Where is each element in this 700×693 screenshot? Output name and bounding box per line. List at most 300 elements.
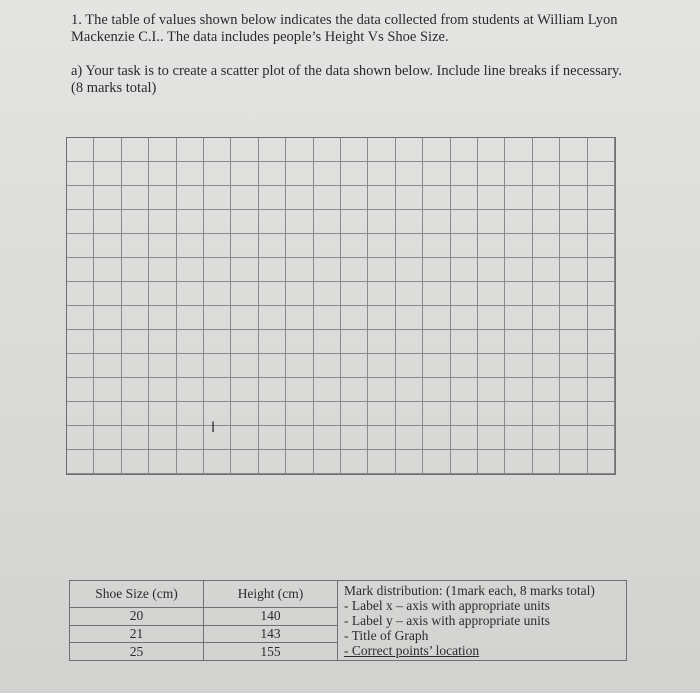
grid-cell[interactable] bbox=[505, 282, 532, 306]
grid-cell[interactable] bbox=[314, 162, 341, 186]
text-cursor-icon: I bbox=[211, 420, 216, 436]
grid-cell[interactable] bbox=[314, 330, 341, 354]
grid-cell[interactable] bbox=[314, 402, 341, 426]
grid-cell[interactable] bbox=[204, 162, 231, 186]
grid-cell[interactable] bbox=[478, 162, 505, 186]
grid-cell[interactable] bbox=[94, 354, 121, 378]
grid-cell[interactable] bbox=[177, 138, 204, 162]
grid-cell[interactable] bbox=[204, 186, 231, 210]
grid-cell[interactable] bbox=[259, 162, 286, 186]
grid-cell[interactable] bbox=[177, 426, 204, 450]
grid-cell[interactable] bbox=[396, 234, 423, 258]
grid-cell[interactable] bbox=[533, 162, 560, 186]
grid-cell[interactable] bbox=[177, 234, 204, 258]
grid-cell[interactable] bbox=[94, 210, 121, 234]
grid-cell[interactable] bbox=[560, 306, 587, 330]
grid-cell[interactable] bbox=[423, 186, 450, 210]
grid-cell[interactable] bbox=[396, 378, 423, 402]
grid-cell[interactable] bbox=[478, 426, 505, 450]
grid-cell[interactable] bbox=[149, 402, 176, 426]
grid-cell[interactable] bbox=[423, 234, 450, 258]
grid-cell[interactable] bbox=[259, 138, 286, 162]
grid-cell[interactable] bbox=[286, 162, 313, 186]
grid-cell[interactable] bbox=[588, 402, 615, 426]
grid-cell[interactable] bbox=[588, 426, 615, 450]
mark-item: - Label x – axis with appropriate units bbox=[344, 598, 550, 613]
grid-cell[interactable] bbox=[231, 306, 258, 330]
grid-cell[interactable] bbox=[396, 210, 423, 234]
grid-cell[interactable] bbox=[560, 450, 587, 474]
grid-cell[interactable] bbox=[560, 354, 587, 378]
grid-cell[interactable] bbox=[533, 330, 560, 354]
grid-cell[interactable] bbox=[314, 138, 341, 162]
grid-cell[interactable] bbox=[314, 426, 341, 450]
grid-cell[interactable] bbox=[368, 378, 395, 402]
grid-cell[interactable] bbox=[423, 450, 450, 474]
grid-cell[interactable] bbox=[451, 306, 478, 330]
grid-cell[interactable] bbox=[588, 258, 615, 282]
grid-cell[interactable] bbox=[149, 210, 176, 234]
grid-cell[interactable] bbox=[451, 138, 478, 162]
grid-cell[interactable] bbox=[368, 258, 395, 282]
grid-cell[interactable] bbox=[368, 282, 395, 306]
grid-cell[interactable] bbox=[533, 210, 560, 234]
grid-cell[interactable] bbox=[396, 186, 423, 210]
grid-cell[interactable] bbox=[67, 402, 94, 426]
grid-cell[interactable] bbox=[204, 138, 231, 162]
grid-cell[interactable] bbox=[204, 330, 231, 354]
grid-cell[interactable] bbox=[67, 450, 94, 474]
grid-cell[interactable] bbox=[560, 330, 587, 354]
grid-cell[interactable] bbox=[122, 402, 149, 426]
grid-cell[interactable] bbox=[451, 282, 478, 306]
grid-cell[interactable] bbox=[67, 234, 94, 258]
grid-cell[interactable] bbox=[588, 234, 615, 258]
grid-cell[interactable] bbox=[368, 450, 395, 474]
grid-cell[interactable] bbox=[122, 138, 149, 162]
grid-cell[interactable] bbox=[533, 138, 560, 162]
grid-cell[interactable] bbox=[94, 162, 121, 186]
grid-cell[interactable] bbox=[67, 258, 94, 282]
grid-cell[interactable] bbox=[149, 450, 176, 474]
grid-cell[interactable] bbox=[423, 210, 450, 234]
grid-cell[interactable] bbox=[122, 210, 149, 234]
mark-distribution bbox=[338, 581, 627, 661]
grid-cell[interactable] bbox=[368, 138, 395, 162]
grid-cell[interactable] bbox=[67, 330, 94, 354]
grid-cell[interactable] bbox=[149, 186, 176, 210]
grid-cell[interactable] bbox=[396, 282, 423, 306]
shoe-size-cell: 21 bbox=[70, 625, 204, 643]
question-text bbox=[71, 12, 631, 97]
grid-cell[interactable] bbox=[122, 378, 149, 402]
grid-cell[interactable] bbox=[560, 258, 587, 282]
grid-cell[interactable] bbox=[204, 378, 231, 402]
grid-cell[interactable] bbox=[149, 306, 176, 330]
grid-cell[interactable] bbox=[341, 138, 368, 162]
grid-cell[interactable] bbox=[286, 186, 313, 210]
grid-cell[interactable] bbox=[286, 306, 313, 330]
grid-cell[interactable] bbox=[314, 186, 341, 210]
grid-cell[interactable] bbox=[505, 234, 532, 258]
grid-cell[interactable] bbox=[341, 354, 368, 378]
grid-cell[interactable] bbox=[286, 354, 313, 378]
grid-cell[interactable] bbox=[478, 378, 505, 402]
grid-cell[interactable] bbox=[341, 306, 368, 330]
grid-cell[interactable] bbox=[177, 354, 204, 378]
grid-cell[interactable] bbox=[259, 234, 286, 258]
grid-cell[interactable] bbox=[314, 234, 341, 258]
grid-cell[interactable] bbox=[533, 450, 560, 474]
grid-cell[interactable] bbox=[533, 378, 560, 402]
grid-cell[interactable] bbox=[368, 210, 395, 234]
grid-cell[interactable] bbox=[341, 210, 368, 234]
grid-cell[interactable] bbox=[423, 306, 450, 330]
grid-cell[interactable] bbox=[67, 162, 94, 186]
grid-cell[interactable] bbox=[286, 234, 313, 258]
grid-cell[interactable] bbox=[286, 330, 313, 354]
grid-cell[interactable] bbox=[259, 186, 286, 210]
grid-cell[interactable] bbox=[94, 330, 121, 354]
grid-cell[interactable] bbox=[560, 234, 587, 258]
grid-cell[interactable] bbox=[341, 330, 368, 354]
grid-cell[interactable] bbox=[478, 138, 505, 162]
height-cell: 140 bbox=[204, 608, 338, 626]
grid-cell[interactable] bbox=[505, 402, 532, 426]
grid-cell[interactable] bbox=[396, 426, 423, 450]
grid-cell[interactable] bbox=[341, 450, 368, 474]
grid-cell[interactable] bbox=[423, 258, 450, 282]
grid-cell[interactable] bbox=[505, 330, 532, 354]
grid-cell[interactable] bbox=[451, 426, 478, 450]
grid-cell[interactable] bbox=[423, 138, 450, 162]
grid-cell[interactable] bbox=[588, 354, 615, 378]
grid-cell[interactable] bbox=[67, 426, 94, 450]
grid-cell[interactable] bbox=[341, 426, 368, 450]
grid-cell[interactable] bbox=[177, 306, 204, 330]
grid-cell[interactable] bbox=[149, 330, 176, 354]
grid-cell[interactable] bbox=[341, 378, 368, 402]
grid-cell[interactable] bbox=[94, 426, 121, 450]
mark-item: - Title of Graph bbox=[344, 628, 429, 643]
grid-cell[interactable] bbox=[478, 210, 505, 234]
grid-cell[interactable] bbox=[368, 426, 395, 450]
grid-cell[interactable] bbox=[368, 162, 395, 186]
grid-cell[interactable] bbox=[451, 210, 478, 234]
grid-cell[interactable] bbox=[560, 186, 587, 210]
grid-cell[interactable] bbox=[259, 402, 286, 426]
grid-cell[interactable] bbox=[588, 282, 615, 306]
mark-item: - Label y – axis with appropriate units bbox=[344, 613, 550, 628]
grid-cell[interactable] bbox=[505, 426, 532, 450]
grid-cell[interactable] bbox=[505, 138, 532, 162]
grid-cell[interactable] bbox=[505, 258, 532, 282]
grid-cell[interactable] bbox=[286, 138, 313, 162]
grid-cell[interactable] bbox=[314, 258, 341, 282]
values-table bbox=[69, 580, 627, 661]
grid-cell[interactable] bbox=[451, 258, 478, 282]
grid-cell[interactable] bbox=[368, 402, 395, 426]
grid-cell[interactable] bbox=[231, 354, 258, 378]
grid-cell[interactable] bbox=[423, 402, 450, 426]
grid-cell[interactable] bbox=[122, 234, 149, 258]
grid-cell[interactable] bbox=[122, 354, 149, 378]
grid-cell[interactable] bbox=[533, 354, 560, 378]
grid-cell[interactable] bbox=[396, 162, 423, 186]
grid-cell[interactable] bbox=[451, 450, 478, 474]
grid-cell[interactable] bbox=[94, 258, 121, 282]
grid-cell[interactable] bbox=[478, 402, 505, 426]
grid-cell[interactable] bbox=[149, 258, 176, 282]
grid-cell[interactable] bbox=[231, 282, 258, 306]
grid-cell[interactable] bbox=[231, 186, 258, 210]
grid-cell[interactable] bbox=[122, 450, 149, 474]
grid-cell[interactable] bbox=[259, 354, 286, 378]
grid-cell[interactable] bbox=[149, 282, 176, 306]
grid-cell[interactable] bbox=[204, 402, 231, 426]
height-cell: 143 bbox=[204, 625, 338, 643]
height-cell: 155 bbox=[204, 643, 338, 661]
grid-cell[interactable] bbox=[94, 234, 121, 258]
grid-cell[interactable] bbox=[204, 426, 231, 450]
grid-cell[interactable] bbox=[533, 306, 560, 330]
grid-cell[interactable] bbox=[368, 186, 395, 210]
grid-cell[interactable] bbox=[259, 282, 286, 306]
grid-cell[interactable] bbox=[149, 354, 176, 378]
grid-cell[interactable] bbox=[67, 186, 94, 210]
grid-cell[interactable] bbox=[505, 306, 532, 330]
grid-cell[interactable] bbox=[588, 306, 615, 330]
grid-cell[interactable] bbox=[94, 378, 121, 402]
grid-cell[interactable] bbox=[67, 306, 94, 330]
grid-cell[interactable] bbox=[505, 354, 532, 378]
header-height: Height (cm) bbox=[204, 581, 338, 608]
grid-cell[interactable] bbox=[67, 378, 94, 402]
grid-cell[interactable] bbox=[122, 186, 149, 210]
grid-cell[interactable] bbox=[177, 186, 204, 210]
grid-cell[interactable] bbox=[588, 330, 615, 354]
grid-cell[interactable] bbox=[177, 378, 204, 402]
grid-cell[interactable] bbox=[231, 330, 258, 354]
grid-cell[interactable] bbox=[341, 234, 368, 258]
grid-cell[interactable] bbox=[396, 402, 423, 426]
grid-cell[interactable] bbox=[259, 258, 286, 282]
grid-cell[interactable] bbox=[149, 426, 176, 450]
grid-cell[interactable] bbox=[204, 282, 231, 306]
grid-cell[interactable] bbox=[423, 354, 450, 378]
grid-cell[interactable] bbox=[149, 234, 176, 258]
grid-cell[interactable] bbox=[505, 450, 532, 474]
grid-cell[interactable] bbox=[478, 354, 505, 378]
grid-cell[interactable] bbox=[231, 450, 258, 474]
grid-cell[interactable] bbox=[423, 282, 450, 306]
grid-cell[interactable] bbox=[177, 282, 204, 306]
grid-cell[interactable] bbox=[560, 426, 587, 450]
grid-cell[interactable] bbox=[560, 210, 587, 234]
grid-cell[interactable] bbox=[231, 426, 258, 450]
grid-cell[interactable] bbox=[560, 282, 587, 306]
grid-cell[interactable] bbox=[533, 282, 560, 306]
grid-cell[interactable] bbox=[505, 210, 532, 234]
grid-cell[interactable] bbox=[588, 378, 615, 402]
grid-cell[interactable] bbox=[533, 234, 560, 258]
grid-cell[interactable] bbox=[505, 162, 532, 186]
grid-cell[interactable] bbox=[341, 282, 368, 306]
grid-cell[interactable] bbox=[177, 258, 204, 282]
grid-cell[interactable] bbox=[231, 258, 258, 282]
grid-cell[interactable] bbox=[314, 306, 341, 330]
grid-cell[interactable] bbox=[505, 378, 532, 402]
grid-cell[interactable] bbox=[423, 426, 450, 450]
grid-cell[interactable] bbox=[177, 450, 204, 474]
grid-cell[interactable] bbox=[396, 138, 423, 162]
grid-cell[interactable] bbox=[341, 186, 368, 210]
grid-cell[interactable] bbox=[177, 402, 204, 426]
mark-item: - Correct points’ location bbox=[344, 643, 480, 658]
grid-cell[interactable] bbox=[231, 210, 258, 234]
grid-cell[interactable] bbox=[314, 378, 341, 402]
grid-cell[interactable] bbox=[94, 282, 121, 306]
grid-cell[interactable] bbox=[231, 234, 258, 258]
table-header-row bbox=[70, 581, 627, 608]
grid-cell[interactable] bbox=[368, 306, 395, 330]
grid-cell[interactable] bbox=[533, 186, 560, 210]
grid-cell[interactable] bbox=[368, 234, 395, 258]
grid-cell[interactable] bbox=[94, 450, 121, 474]
grid-cell[interactable] bbox=[122, 306, 149, 330]
grid-cell[interactable] bbox=[560, 138, 587, 162]
grid-cell[interactable] bbox=[259, 210, 286, 234]
grid-cell[interactable] bbox=[396, 306, 423, 330]
grid-cell[interactable] bbox=[286, 258, 313, 282]
grid-cell[interactable] bbox=[204, 210, 231, 234]
grid-cell[interactable] bbox=[286, 450, 313, 474]
grid-cell[interactable] bbox=[533, 258, 560, 282]
grid-cell[interactable] bbox=[149, 378, 176, 402]
grid-cell[interactable] bbox=[204, 354, 231, 378]
grid-cell[interactable] bbox=[286, 402, 313, 426]
grid-cell[interactable] bbox=[423, 378, 450, 402]
grid-cell[interactable] bbox=[478, 330, 505, 354]
grid-cell[interactable] bbox=[286, 426, 313, 450]
grid-cell[interactable] bbox=[423, 162, 450, 186]
grid-cell[interactable] bbox=[94, 186, 121, 210]
grid-cell[interactable] bbox=[231, 162, 258, 186]
grid-cell[interactable] bbox=[149, 162, 176, 186]
grid-cell[interactable] bbox=[204, 234, 231, 258]
grid-cell[interactable] bbox=[286, 210, 313, 234]
grid-cell[interactable] bbox=[286, 282, 313, 306]
grid-cell[interactable] bbox=[314, 354, 341, 378]
header-shoe-size: Shoe Size (cm) bbox=[70, 581, 204, 608]
grid-cell[interactable] bbox=[396, 450, 423, 474]
grid-cell[interactable] bbox=[286, 378, 313, 402]
grid-cell[interactable] bbox=[588, 162, 615, 186]
grid-cell[interactable] bbox=[423, 330, 450, 354]
grid-cell[interactable] bbox=[122, 282, 149, 306]
question-intro: 1. The table of values shown below indicates the data collected from students at William Lyon Mackenzie C.I.. The data includes people’s Height Vs Shoe Size. bbox=[71, 12, 618, 45]
grid-cell[interactable] bbox=[560, 402, 587, 426]
grid-cell[interactable] bbox=[478, 282, 505, 306]
grid-cell[interactable] bbox=[149, 138, 176, 162]
grid-cell[interactable] bbox=[588, 450, 615, 474]
grid-cell[interactable] bbox=[259, 426, 286, 450]
grid-cell[interactable] bbox=[368, 354, 395, 378]
grid-cell[interactable] bbox=[67, 138, 94, 162]
grid-cell[interactable] bbox=[478, 450, 505, 474]
grid-cell[interactable] bbox=[451, 186, 478, 210]
shoe-size-cell: 20 bbox=[70, 608, 204, 626]
grid-cell[interactable] bbox=[451, 162, 478, 186]
mark-distribution-title: Mark distribution: (1mark each, 8 marks total) bbox=[344, 583, 595, 598]
grid-cell[interactable] bbox=[259, 378, 286, 402]
grid-cell[interactable] bbox=[588, 138, 615, 162]
grid-cell[interactable] bbox=[396, 258, 423, 282]
grid-cell[interactable] bbox=[505, 186, 532, 210]
grid-cell[interactable] bbox=[451, 354, 478, 378]
grid-cell[interactable] bbox=[231, 138, 258, 162]
grid-cell[interactable] bbox=[122, 162, 149, 186]
grid-cell[interactable] bbox=[341, 258, 368, 282]
grid-cell[interactable] bbox=[177, 330, 204, 354]
grid-cell[interactable] bbox=[122, 330, 149, 354]
grid-cell[interactable] bbox=[478, 186, 505, 210]
grid-cell[interactable] bbox=[478, 234, 505, 258]
grid-cell[interactable] bbox=[231, 378, 258, 402]
grid-cell[interactable] bbox=[259, 306, 286, 330]
question-task: a) Your task is to create a scatter plot of the data shown below. Include line breaks if necessary. bbox=[71, 63, 622, 79]
grid-cell[interactable] bbox=[122, 258, 149, 282]
grid-cell[interactable] bbox=[533, 426, 560, 450]
grid-cell[interactable] bbox=[451, 234, 478, 258]
graph-paper-grid[interactable] bbox=[66, 137, 616, 475]
grid-cell[interactable] bbox=[451, 378, 478, 402]
grid-cell[interactable] bbox=[451, 330, 478, 354]
grid-cell[interactable] bbox=[341, 402, 368, 426]
grid-cell[interactable] bbox=[533, 402, 560, 426]
grid-cell[interactable] bbox=[67, 210, 94, 234]
grid-cell[interactable] bbox=[588, 186, 615, 210]
grid-cell[interactable] bbox=[204, 258, 231, 282]
grid-cell[interactable] bbox=[67, 354, 94, 378]
grid-cell[interactable] bbox=[314, 210, 341, 234]
grid-cell[interactable] bbox=[560, 378, 587, 402]
grid-cell[interactable] bbox=[314, 282, 341, 306]
grid-cell[interactable] bbox=[396, 330, 423, 354]
grid-cell[interactable] bbox=[204, 306, 231, 330]
grid-cell[interactable] bbox=[341, 162, 368, 186]
grid-cell[interactable] bbox=[177, 162, 204, 186]
grid-cell[interactable] bbox=[94, 306, 121, 330]
grid-cell[interactable] bbox=[67, 282, 94, 306]
grid-cell[interactable] bbox=[231, 402, 258, 426]
grid-cell[interactable] bbox=[368, 330, 395, 354]
grid-cell[interactable] bbox=[94, 402, 121, 426]
grid-cell[interactable] bbox=[314, 450, 341, 474]
grid-cell[interactable] bbox=[204, 450, 231, 474]
grid-cell[interactable] bbox=[451, 402, 478, 426]
grid-cell[interactable] bbox=[94, 138, 121, 162]
grid-cell[interactable] bbox=[177, 210, 204, 234]
grid-cell[interactable] bbox=[396, 354, 423, 378]
grid-cell[interactable] bbox=[259, 450, 286, 474]
grid-cell[interactable] bbox=[478, 306, 505, 330]
grid-cell[interactable] bbox=[122, 426, 149, 450]
grid-cell[interactable] bbox=[259, 330, 286, 354]
grid-cell[interactable] bbox=[560, 162, 587, 186]
grid-cell[interactable] bbox=[588, 210, 615, 234]
grid-cell[interactable] bbox=[478, 258, 505, 282]
